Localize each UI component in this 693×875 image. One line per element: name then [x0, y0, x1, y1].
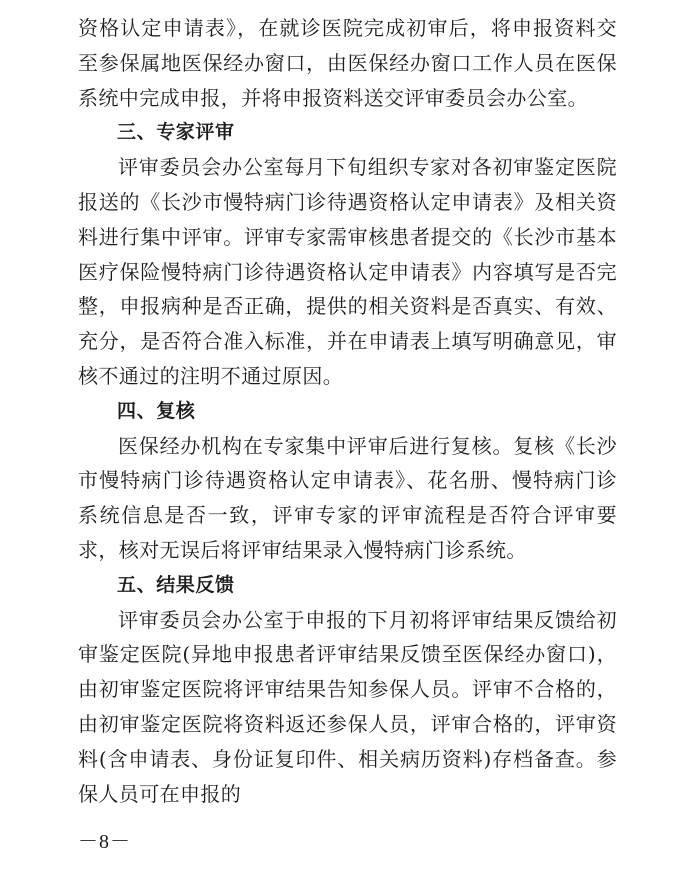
paragraph-result-feedback: 评审委员会办公室于申报的下月初将评审结果反馈给初审鉴定医院(异地申报患者评审结果反馈至医保经办窗口)，由初审鉴定医院将评审结果告知参保人员。评审不合格的，由初审鉴定医院将资料返还参保人员，评审合格的，评审资料(含申请表、身份证复印件、相关病历资料)存档备查。参保人员可在申报的: [78, 607, 617, 806]
section-heading-result-feedback: 五、结果反馈: [117, 573, 235, 596]
paragraph-expert-review: 评审委员会办公室每月下旬组织专家对各初审鉴定医院报送的《长沙市慢特病门诊待遇资格认定申请表》及相关资料进行集中评审。评审专家需审核患者提交的《长沙市基本医疗保险慢特病门诊待遇资格认定申请表》内容填写是否完整，申报病种是否正确，提供的相关资料是否真实、有效、充分，是否符合准入标准，并在申请表上填写明确意见，审核不通过的注明不通过原因。: [78, 155, 617, 388]
paragraph-recheck: 医保经办机构在专家集中评审后进行复核。复核《长沙市慢特病门诊待遇资格认定申请表》、花名册、慢特病门诊系统信息是否一致，评审专家的评审流程是否符合评审要求，核对无误后将评审结果录入慢特病门诊系统。: [78, 433, 617, 562]
page-number: －8－: [78, 831, 131, 853]
section-heading-recheck: 四、复核: [117, 399, 196, 422]
paragraph-continuation: 资格认定申请表》，在就诊医院完成初审后，将申报资料交至参保属地医保经办窗口，由医保经办窗口工作人员在医保系统中完成申报，并将申报资料送交评审委员会办公室。: [78, 16, 617, 110]
section-heading-expert-review: 三、专家评审: [117, 121, 235, 144]
